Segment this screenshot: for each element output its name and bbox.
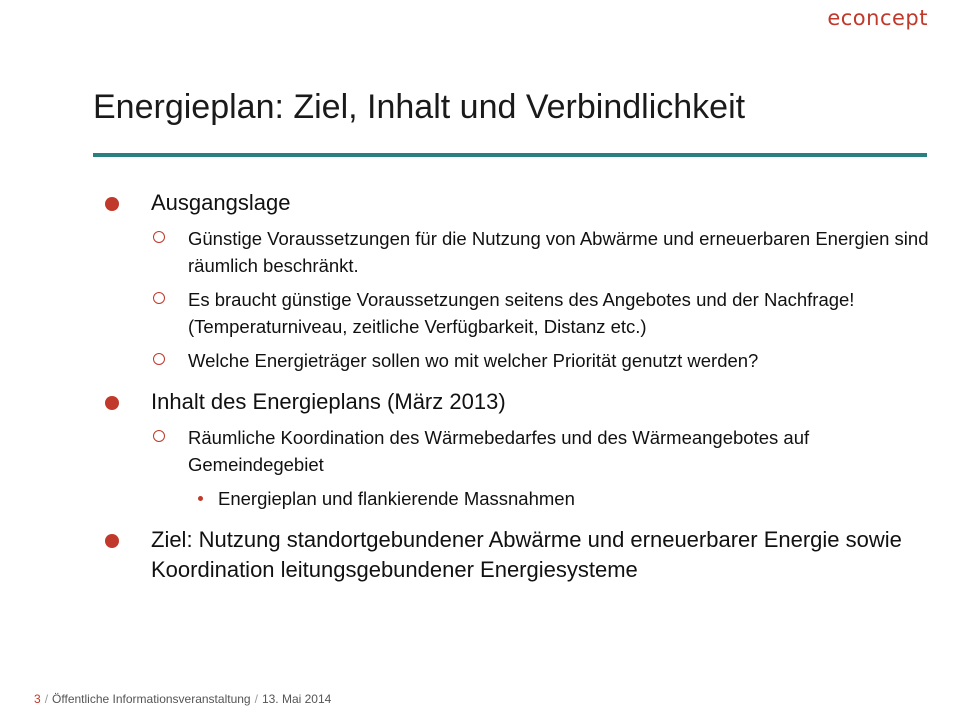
title-divider <box>93 153 927 157</box>
sub-bullet: Günstige Voraussetzungen für die Nutzung von Abwärme und erneuerbaren Energien sind räumlich beschränkt. <box>93 225 933 279</box>
filled-circle-bullet-icon <box>105 534 119 548</box>
event-name: Öffentliche Informationsveranstaltung <box>52 692 251 706</box>
slide-title: Energieplan: Ziel, Inhalt und Verbindlichkeit <box>93 88 746 126</box>
hollow-circle-bullet-icon <box>153 430 165 442</box>
event-date: 13. Mai 2014 <box>261 692 332 706</box>
page-number: 3 <box>34 692 41 706</box>
econcept-logo: econcept <box>827 6 928 30</box>
sub-bullet: Räumliche Koordination des Wärmebedarfes und des Wärmeangebotes auf Gemeindegebiet <box>93 424 933 478</box>
sub-bullet: Welche Energieträger sollen wo mit welcher Priorität genutzt werden? <box>93 347 933 374</box>
slide-content <box>93 188 933 585</box>
sub-sub-bullet: Energieplan und flankierende Massnahmen <box>93 485 933 512</box>
filled-circle-bullet-icon <box>105 197 119 211</box>
hollow-circle-bullet-icon <box>153 231 165 243</box>
bullet-ziel: Ziel: Nutzung standortgebundener Abwärme und erneuerbarer Energie sowie Koordination leitungsgebundener Energiesysteme <box>93 525 933 585</box>
hollow-circle-bullet-icon <box>153 292 165 304</box>
bullet-inhalt: Inhalt des Energieplans (März 2013) <box>93 387 933 417</box>
bullet-ausgangslage: Ausgangslage <box>93 188 933 218</box>
slide-footer: 3 / Öffentliche Informationsveranstaltung / 13. Mai 2014 <box>34 692 332 706</box>
hollow-circle-bullet-icon <box>153 353 165 365</box>
filled-circle-bullet-icon <box>105 396 119 410</box>
sub-bullet: Es braucht günstige Voraussetzungen seitens des Angebotes und der Nachfrage! (Temperaturniveau, zeitliche Verfügbarkeit, Distanz etc.) <box>93 286 933 340</box>
small-dot-bullet-icon <box>198 496 203 501</box>
